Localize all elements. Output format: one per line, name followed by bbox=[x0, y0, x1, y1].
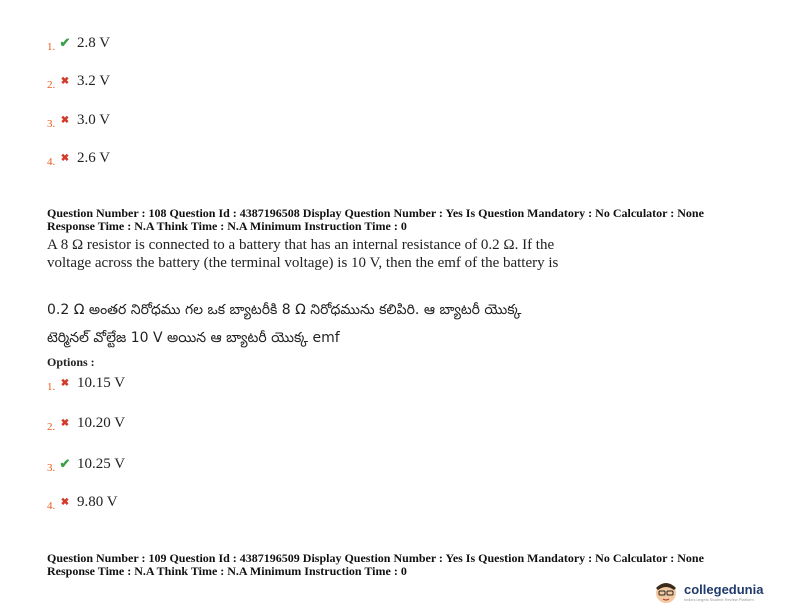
check-icon: ✔ bbox=[59, 456, 71, 471]
q108-option-1 bbox=[47, 372, 125, 394]
q108-options-label: Options : bbox=[47, 355, 95, 369]
cross-icon: ✖ bbox=[60, 152, 70, 164]
cross-icon: ✖ bbox=[60, 114, 70, 126]
option-value: 2.8 V bbox=[77, 34, 111, 51]
option-number: 2. bbox=[47, 421, 56, 433]
collegedunia-watermark bbox=[652, 577, 788, 607]
cross-icon: ✖ bbox=[60, 496, 70, 508]
option-value: 10.25 V bbox=[77, 455, 126, 472]
option-value: 10.15 V bbox=[77, 374, 126, 391]
q108-option-3 bbox=[47, 453, 125, 475]
q108-option-2 bbox=[47, 412, 125, 434]
option-value: 3.2 V bbox=[77, 72, 111, 89]
option-value: 2.6 V bbox=[77, 149, 111, 166]
q108-meta bbox=[47, 207, 704, 233]
q109-meta-line2: Response Time : N.A Think Time : N.A Minimum Instruction Time : 0 bbox=[47, 564, 407, 578]
option-number: 3. bbox=[47, 118, 56, 130]
option-value: 10.20 V bbox=[77, 414, 126, 431]
check-icon: ✔ bbox=[59, 35, 71, 50]
option-value: 3.0 V bbox=[77, 111, 111, 128]
mascot-icon bbox=[652, 578, 680, 606]
option-value: 9.80 V bbox=[77, 493, 118, 510]
q108-question-text-te-line2: టెర్మినల్ వోల్టేజ 10 V అయిన ఆ బ్యాటరీ యొక్క emf bbox=[47, 330, 340, 346]
cross-icon: ✖ bbox=[60, 377, 70, 389]
q107-option-3 bbox=[47, 109, 110, 131]
option-number: 4. bbox=[47, 156, 56, 168]
q108-meta-line2: Response Time : N.A Think Time : N.A Minimum Instruction Time : 0 bbox=[47, 219, 407, 233]
cross-icon: ✖ bbox=[60, 417, 70, 429]
q107-option-1 bbox=[47, 32, 110, 54]
option-number: 2. bbox=[47, 79, 56, 91]
option-number: 1. bbox=[47, 381, 56, 393]
q108-option-4 bbox=[47, 491, 118, 513]
q108-question-text-te-line1: 0.2 Ω అంతర నిరోధము గల ఒక బ్యాటరీకి 8 Ω నిరోధమును కలిపిరి. ఆ బ్యాటరీ యొక్క bbox=[47, 302, 522, 318]
q107-option-2 bbox=[47, 70, 110, 92]
watermark-tagline: India's largest Student Review Platform bbox=[684, 597, 754, 602]
option-number: 3. bbox=[47, 462, 56, 474]
watermark-name: collegedunia bbox=[684, 582, 764, 597]
option-number: 4. bbox=[47, 500, 56, 512]
q108-question-text-en: A 8 Ω resistor is connected to a battery that has an internal resistance of 0.2 Ω. If the voltage across the battery (the terminal voltage) is 10 V, then the emf of the battery is bbox=[47, 237, 559, 271]
q108-meta-line1: Question Number : 108 Question Id : 4387196508 Display Question Number : Yes Is Question Mandatory : No Calculator : None bbox=[47, 206, 704, 220]
q109-meta bbox=[47, 552, 704, 578]
cross-icon: ✖ bbox=[60, 75, 70, 87]
q109-meta-line1: Question Number : 109 Question Id : 4387196509 Display Question Number : Yes Is Question Mandatory : No Calculator : None bbox=[47, 551, 704, 565]
q107-option-4 bbox=[47, 147, 110, 169]
option-number: 1. bbox=[47, 41, 56, 53]
